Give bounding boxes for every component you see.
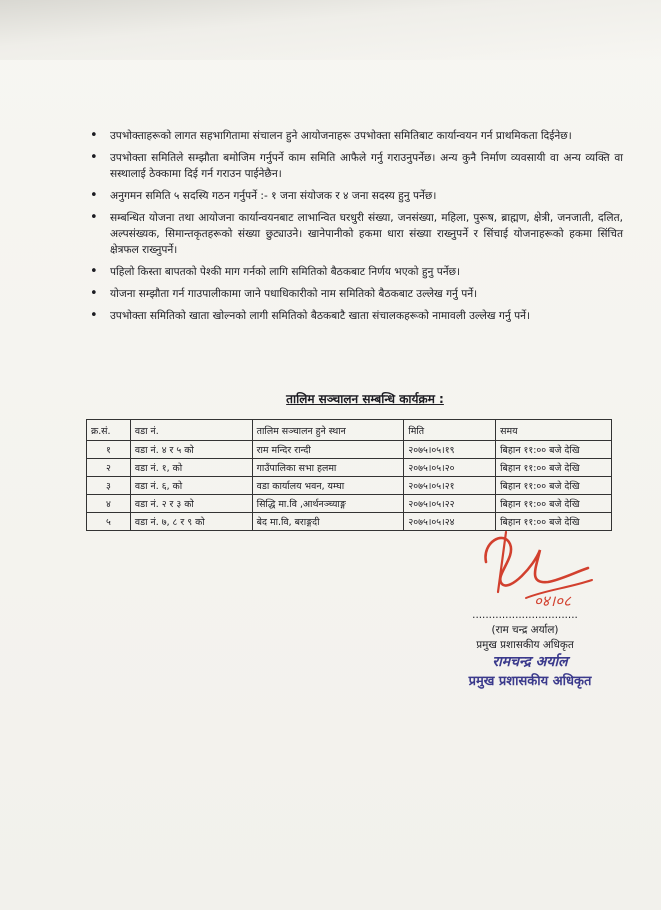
header-ward: वडा नं. [130, 420, 252, 441]
cell-ward: वडा नं. ६, को [130, 477, 252, 495]
cell-ward: वडा नं. १, को [130, 459, 252, 477]
handwritten-signature [476, 522, 596, 612]
header-serial: क्र.सं. [87, 420, 131, 441]
table-row [87, 477, 612, 495]
table-row [87, 459, 612, 477]
cell-time: बिहान ११:०० बजे देखि [496, 459, 612, 477]
cell-time: बिहान ११:०० बजे देखि [496, 513, 612, 531]
signature-dots: ................................ [472, 609, 578, 621]
list-item: • योजना सम्झौता गर्न गाउपालीकामा जाने पधाधिकारीको नाम समितिको बैठकबाट उल्लेख गर्नु पर्ने। [88, 286, 623, 302]
table-row [87, 495, 612, 513]
cell-date: २०७५।०५।२४ [404, 513, 496, 531]
cell-time: बिहान ११:०० बजे देखि [496, 441, 612, 459]
cell-serial: ५ [87, 513, 131, 531]
list-item: • सम्बन्धित योजना तथा आयोजना कार्यान्वयनबाट लाभान्वित घरधुरी संख्या, जनसंख्या, महिला, पुरूष, ब्राह्मण, क्षेत्री, जनजाती, दलित, अल्पसंख्यक, सिमान्तकृतहरूको संख्या छुट्याउने। खानेपानीको हकमा धारा संख्या राख्नुपर्ने र सिंचाई योजनाहरूको हकमा सिंचित क्षेत्रफल राख्नुपर्ने। [88, 210, 623, 258]
cell-time: बिहान ११:०० बजे देखि [496, 495, 612, 513]
header-venue: तालिम सञ्चालन हुने स्थान [252, 420, 404, 441]
table-row [87, 441, 612, 459]
cell-venue: वडा कार्यालय भवन, यम्घा [252, 477, 404, 495]
cell-serial: १ [87, 441, 131, 459]
cell-date: २०७५।०५।२० [404, 459, 496, 477]
list-item: • अनुगमन समिति ५ सदस्यि गठन गर्नुपर्ने :- १ जना संयोजक र ४ जना सदस्य हुनु पर्नेछ। [88, 188, 623, 204]
list-item: • उपभोक्ताहरूको लागत सहभागितामा संचालन हुने आयोजनाहरू उपभोक्ता समितिबाट कार्यान्वयन गर्न प्राथमिकता दिईनेछ। [88, 128, 623, 144]
cell-venue: बेद मा.वि, बराङ्गदी [252, 513, 404, 531]
stamp-title: प्रमुख प्रशासकीय अधिकृत [468, 674, 592, 689]
list-item: • पहिलो किस्ता बापतको पेश्की माग गर्नको लागि समितिको बैठकबाट निर्णय भएको हुनु पर्नेछ। [88, 264, 623, 280]
signatory-name: (राम चन्द्र अर्याल) [491, 624, 559, 636]
cell-ward: वडा नं. २ र ३ को [130, 495, 252, 513]
list-item: • उपभोक्ता समितिको खाता खोल्नको लागी समितिको बैठकबाटै खाता संचालकहरूको नामावली उल्लेख गर्नु पर्ने। [88, 308, 623, 324]
cell-time: बिहान ११:०० बजे देखि [496, 477, 612, 495]
conditions-list [88, 128, 623, 330]
training-schedule-table [86, 419, 612, 531]
cell-ward: वडा नं. ४ र ५ को [130, 441, 252, 459]
official-stamp [440, 652, 620, 692]
cell-date: २०७५।०५।१९ [404, 441, 496, 459]
list-item: • उपभोक्ता समितिले सम्झौता बमोजिम गर्नुपर्ने काम समिति आफैले गर्नु गराउनुपर्नेछ। अन्य कुनै निर्माण व्यवसायी वा अन्य व्यक्ति वा सस्थालाई ठेक्कामा दिई गर्न गराउन पाईनेछैन। [88, 150, 623, 182]
cell-date: २०७५।०५।२१ [404, 477, 496, 495]
cell-serial: ३ [87, 477, 131, 495]
cell-ward: वडा नं. ७, ८ र ९ को [130, 513, 252, 531]
header-time: समय [496, 420, 612, 441]
cell-venue: गाउँपालिका सभा हलमा [252, 459, 404, 477]
signatory-block [445, 608, 605, 653]
cell-venue: सिद्धि मा.वि ,आर्थनञ्च्याङ्ग [252, 495, 404, 513]
stamp-name: रामचन्द्र अर्याल [492, 654, 568, 670]
table-header-row [87, 420, 612, 441]
signatory-title: प्रमुख प्रशासकीय अधिकृत [476, 639, 574, 651]
cell-date: २०७५।०५।२२ [404, 495, 496, 513]
table-title: तालिम सञ्चालन सम्बन्धि कार्यक्रम : [286, 392, 444, 406]
cell-serial: ४ [87, 495, 131, 513]
page-fold-shadow [0, 0, 661, 60]
cell-venue: राम मन्दिर रान्दी [252, 441, 404, 459]
cell-serial: २ [87, 459, 131, 477]
signature-date-note: ०४।०८ [534, 592, 571, 610]
header-date: मिति [404, 420, 496, 441]
